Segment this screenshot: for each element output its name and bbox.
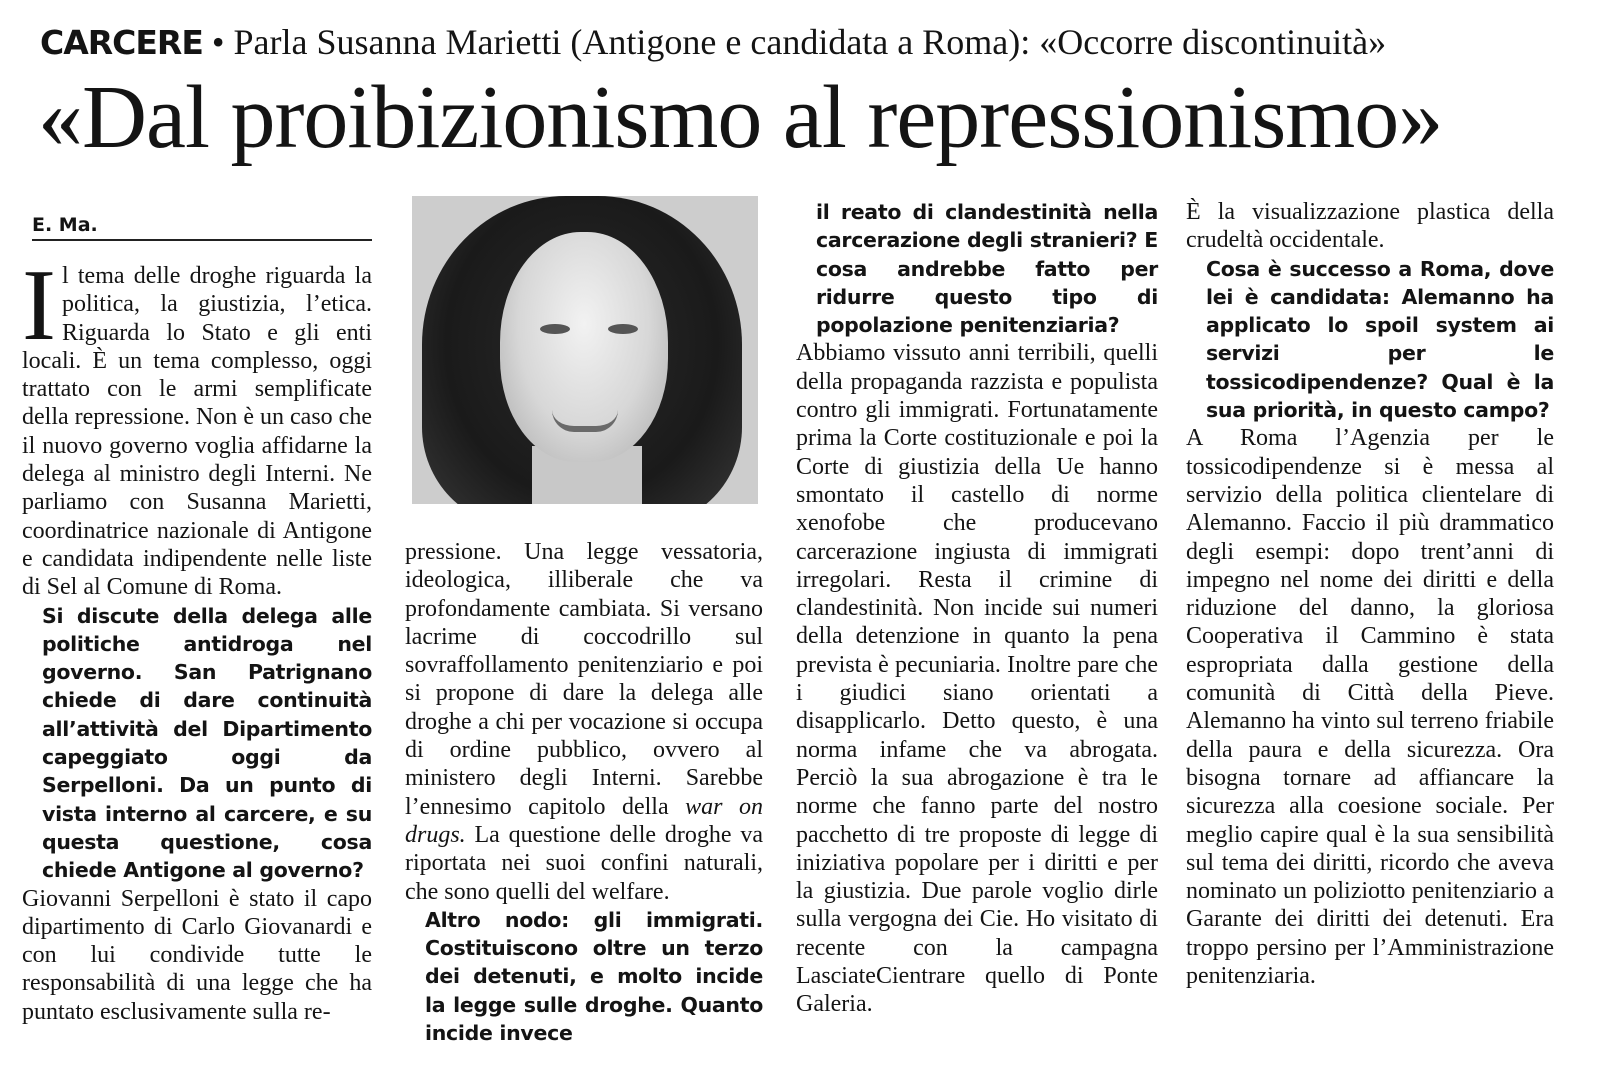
- drop-cap: I: [22, 249, 56, 362]
- kicker: [40, 22, 1580, 63]
- photo-eye-left: [540, 324, 570, 334]
- answer-1-end: La questione delle droghe va riportata nei suoi confini naturali, che sono quelli del welfare.: [405, 821, 764, 905]
- kicker-separator: •: [211, 22, 225, 62]
- section-label: CARCERE: [40, 23, 203, 62]
- answer-2: Abbiamo vissuto anni terribili, quelli della propaganda razzista e populista contro gli immigrati. Fortunatamente prima la Corte costituzionale e poi la Corte di giustizia della Ue hanno smontato il castello di norme xenofobe che producevano carcerazione ingiusta di immigrati irregolari. Resta il crimine di clandestinità. Non incide sui numeri della detenzione in quanto la pena prevista è pecuniaria. Inoltre pare che i giudici siano orientati a disapplicarlo. Detto questo, è una norma infame che va abrogata. Perciò la sua abrogazione è tra le norme che fanno parte del nostro pacchetto di tre proposte di legge di iniziativa popolare per i diritti e per la giustizia. Due parole voglio dirle sulla vergogna dei Cie. Ho visitato di recente con la campagna LasciateCientrare quello di Ponte Galeria.: [796, 340, 1158, 1018]
- column-2: [405, 538, 763, 1047]
- headline: «Dal proibizionismo al repressionismo»: [38, 68, 1443, 167]
- question-3: Cosa è successo a Roma, dove lei è candidata: Alemanno ha applicato lo spoil system ai servizi per le tossicodipendenze? Qual è la sua priorità, in questo campo?: [1206, 256, 1554, 423]
- kicker-text: Parla Susanna Marietti (Antigone e candidata a Roma): «Occorre discontinuità»: [233, 22, 1387, 62]
- photo-eye-right: [608, 324, 638, 334]
- intro-text: l tema delle droghe riguarda la politica, la giustizia, l’etica. Riguarda lo Stato e gli enti locali. È un tema complesso, oggi trattato con le armi semplificate della repressione. Non è un caso che il nuovo governo voglia affidarne la delega al ministro degli Interni. Ne parliamo con Susanna Marietti, coordinatrice nazionale di Antigone e candidata indipendente nelle liste di Sel al Comune di Roma.: [22, 263, 372, 601]
- question-1: Si discute della delega alle politiche antidroga nel governo. San Patrignano chiede di dare continuità all’attività del Dipartimento capeggiato oggi da Serpelloni. Da un punto di vista interno al carcere, e su questa questione, cosa chiede Antigone al governo?: [42, 603, 372, 883]
- intro-paragraph: [22, 249, 372, 602]
- answer-1-continued: [405, 538, 763, 906]
- column-4: [1186, 198, 1554, 990]
- answer-1-cont-text: pressione. Una legge vessatoria, ideologica, illiberale che va profondamente cambiata. Si versano lacrime di coccodrillo sul sovraffollamento penitenziario e poi si propone di dare la delega alle droghe a chi per vocazione si occupa di ordine pubblico, ovvero al ministero degli Interni. Sarebbe l’ennesimo capitolo della: [405, 539, 763, 820]
- portrait-photo: [412, 196, 758, 504]
- answer-1-italic: war on drugs.: [405, 793, 763, 848]
- answer-2-continued: È la visualizzazione plastica della crudeltà occidentale.: [1186, 199, 1554, 254]
- question-2-continued: il reato di clandestinità nella carcerazione degli stranieri? E cosa andrebbe fatto per ridurre questo tipo di popolazione penitenziaria?: [816, 200, 1158, 338]
- question-2: Altro nodo: gli immigrati. Costituiscono oltre un terzo dei detenuti, e molto incide la legge sulle droghe. Quanto incide invece: [425, 907, 763, 1046]
- answer-1: Giovanni Serpelloni è stato il capo dipartimento di Carlo Giovanardi e con lui condivide tutte le responsabilità di una legge che ha puntato esclusivamente sulla re-: [22, 885, 372, 1025]
- column-3: [796, 198, 1158, 1019]
- answer-3: A Roma l’Agenzia per le tossicodipendenze si è messa al servizio della politica clientelare di Alemanno. Faccio il più drammatico degli esempi: dopo trent’anni di impegno nel nome dei diritti e della riduzione del danno, la gloriosa Cooperativa il Cammino è stata espropriata dalla gestione della comunità di Città della Pieve. Alemanno ha vinto sul terreno friabile della paura e della sicurezza. Ora bisogna tornare ad affiancare la sicurezza alla coesione sociale. Per meglio capire qual è la sua sensibilità sul tema dei diritti, ricordo che aveva nominato un poliziotto penitenziario a Garante dei diritti dei detenuti. Era troppo persino per l’Amministrazione penitenziaria.: [1186, 425, 1554, 990]
- column-1: [22, 249, 372, 1026]
- byline: E. Ma.: [32, 214, 372, 241]
